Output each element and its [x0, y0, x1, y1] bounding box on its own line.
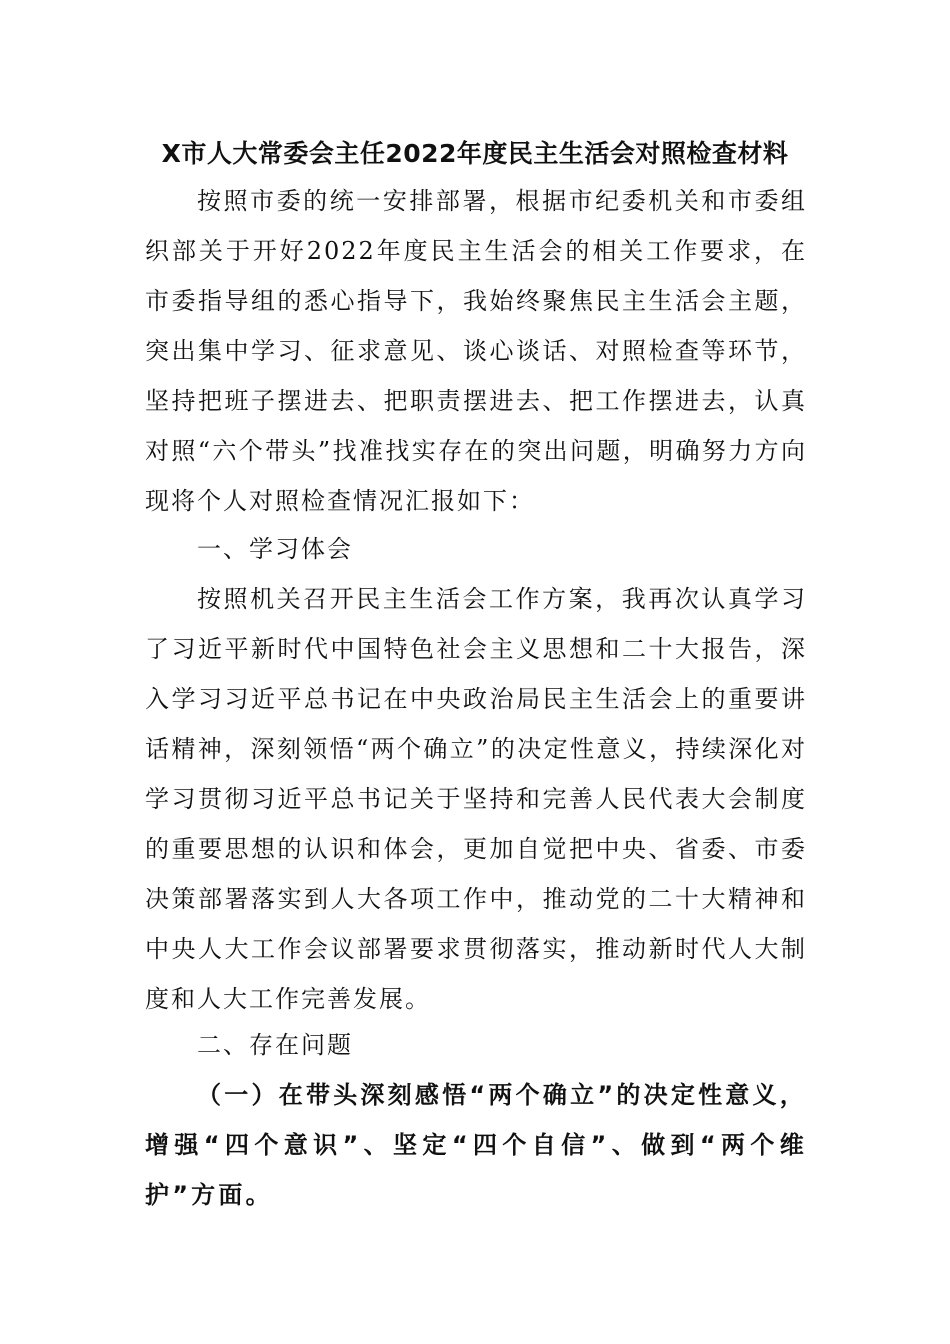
- intro-paragraph: 按照市委的统一安排部署，根据市纪委机关和市委组织部关于开好2022年度民主生活会的相关工作要求，在市委指导组的悉心指导下，我始终聚焦民主生活会主题，突出集中学习、征求意见、谈心谈话、对照检查等环节，坚持把班子摆进去、把职责摆进去、把工作摆进去，认真对照“六个带头”找准找实存在的突出问题，明确努力方向现将个人对照检查情况汇报如下：: [145, 187, 807, 515]
- section-heading-study: 一、学习体会: [197, 535, 353, 563]
- study-paragraph: 按照机关召开民主生活会工作方案，我再次认真学习了习近平新时代中国特色社会主义思想和二十大报告，深入学习习近平总书记在中央政治局民主生活会上的重要讲话精神，深刻领悟“两个确立”的决定性意义，持续深化对学习贯彻习近平总书记关于坚持和完善人民代表大会制度的重要思想的认识和体会，更加自觉把中央、省委、市委决策部署落实到人大各项工作中，推动党的二十大精神和中央人大工作会议部署要求贯彻落实，推动新时代人大制度和人大工作完善发展。: [145, 585, 807, 1013]
- document-title: X市人大常委会主任2022年度民主生活会对照检查材料: [161, 139, 789, 168]
- subsection-heading-1: （一）在带头深刻感悟“两个确立”的决定性意义，增强“四个意识”、坚定“四个自信”、做到“两个维护”方面。: [145, 1081, 807, 1209]
- section-heading-problems: 二、存在问题: [197, 1031, 353, 1059]
